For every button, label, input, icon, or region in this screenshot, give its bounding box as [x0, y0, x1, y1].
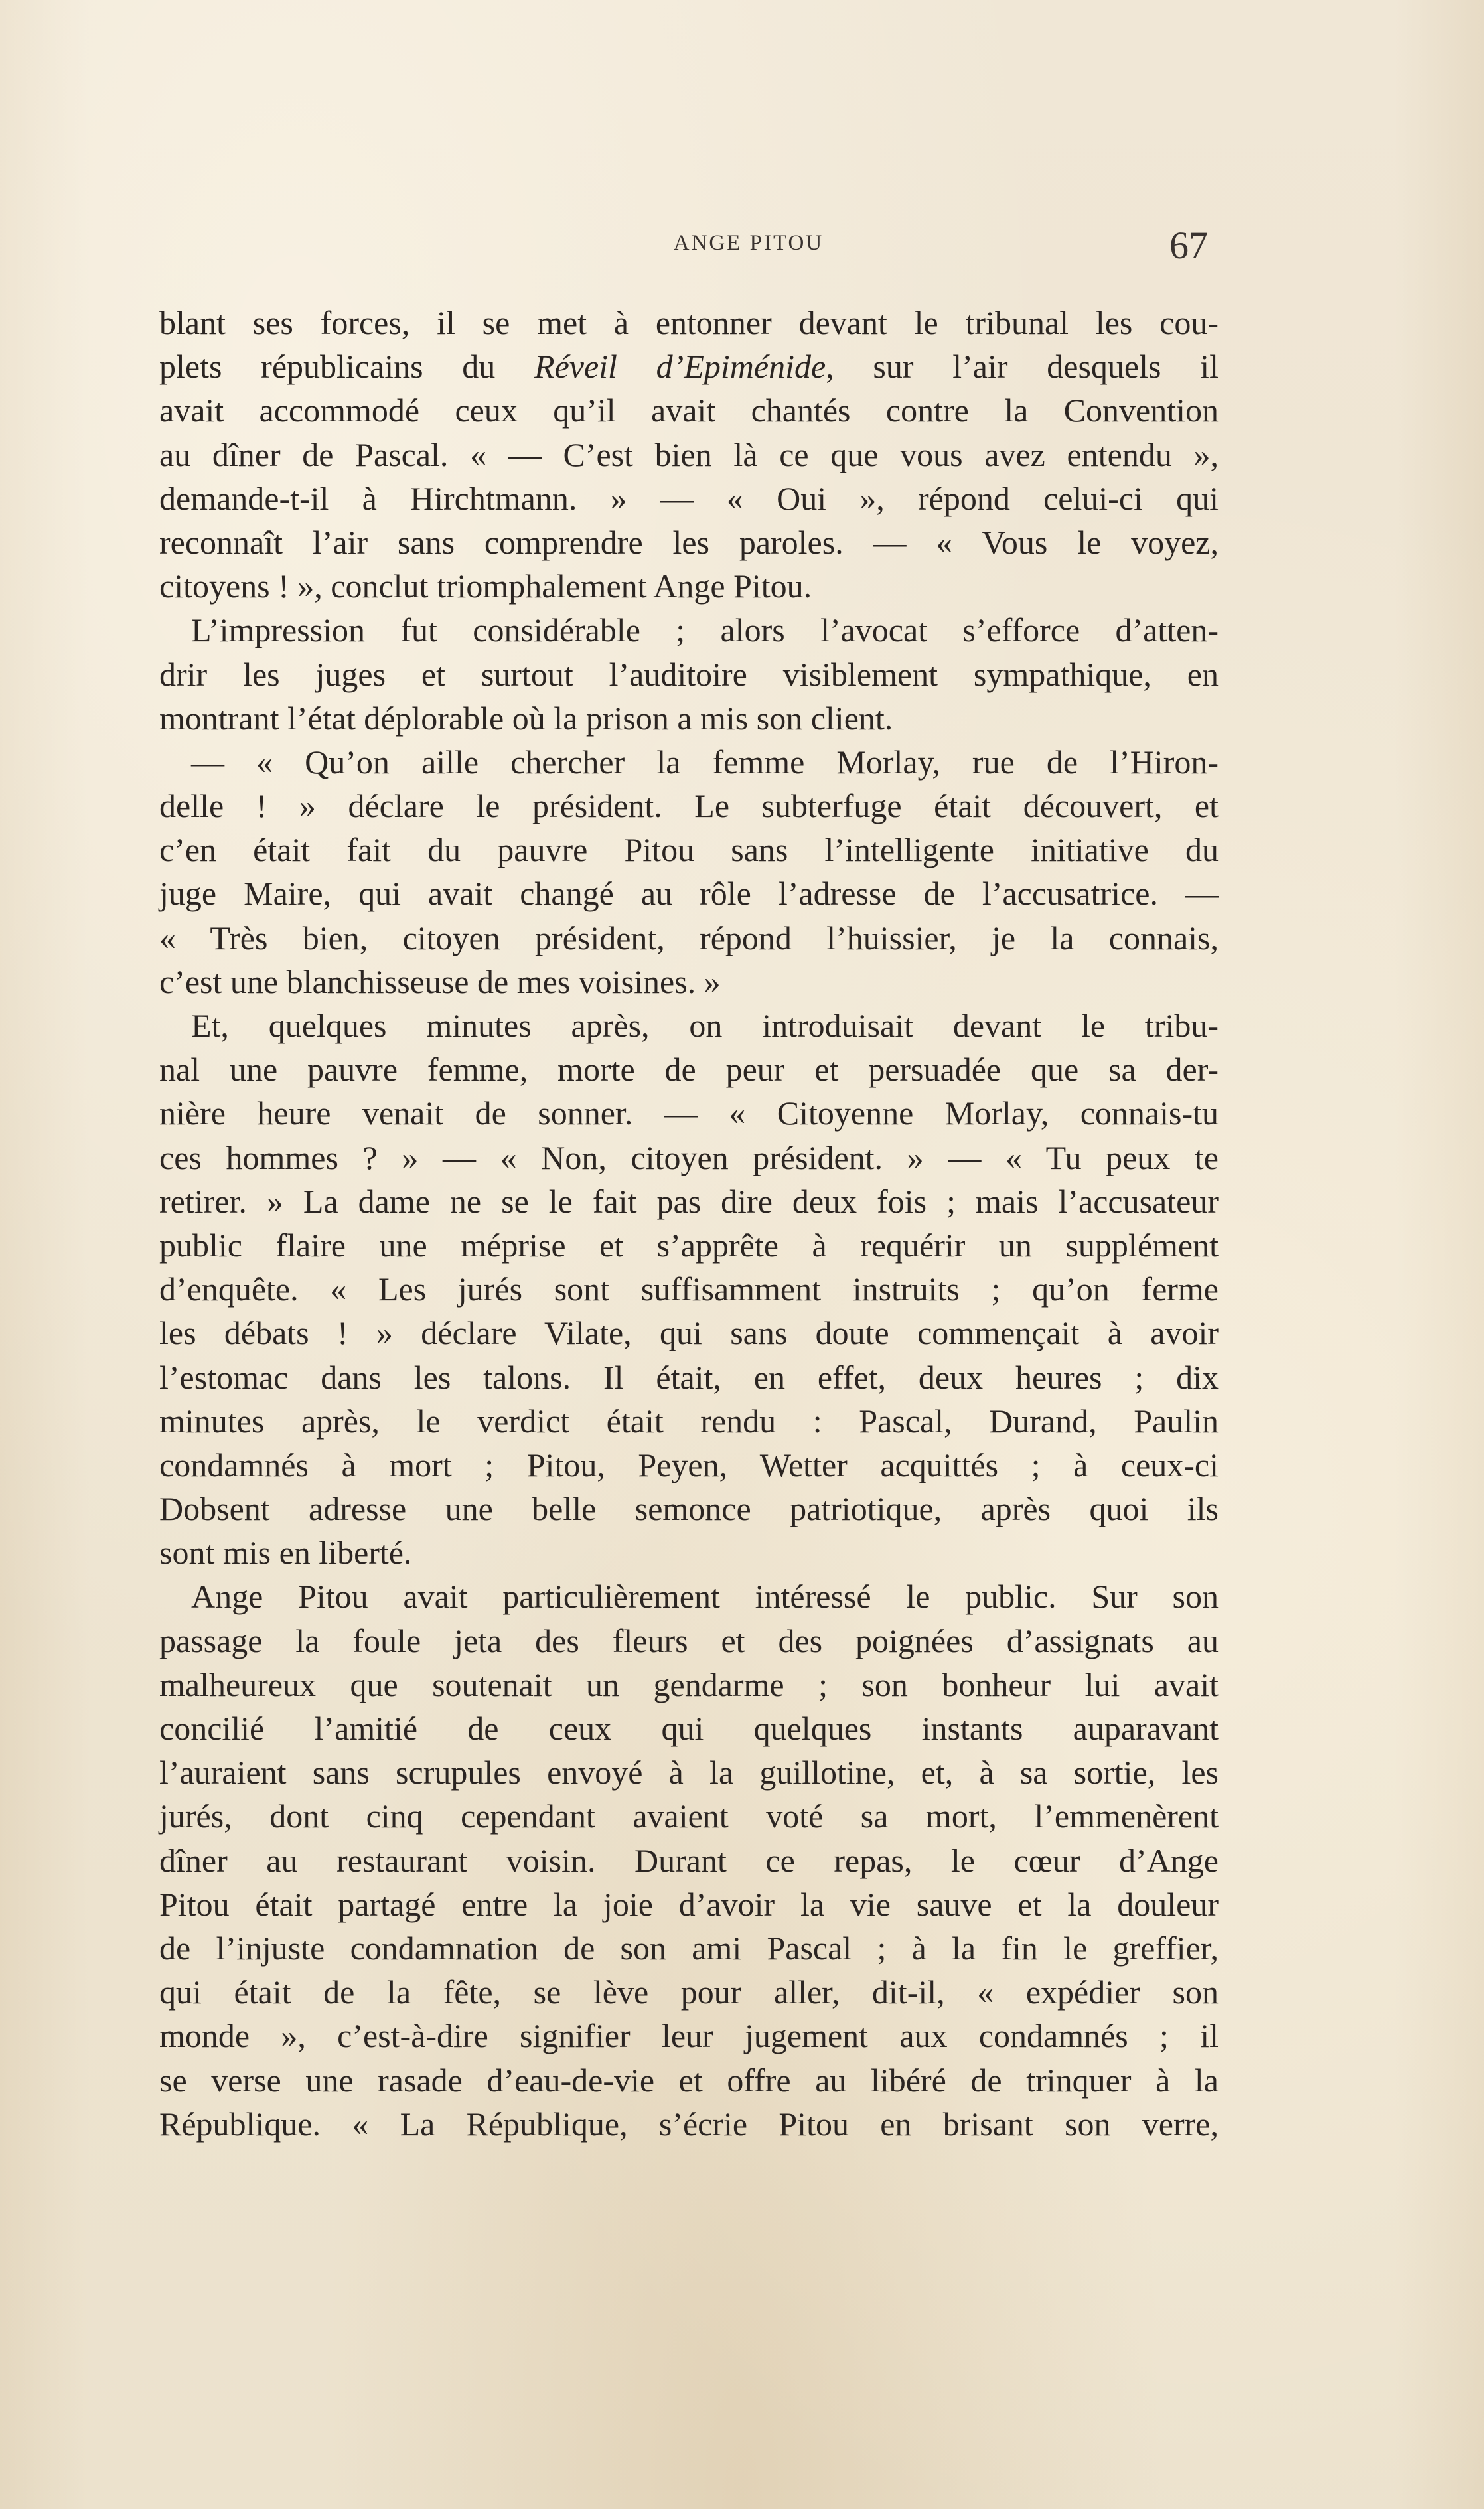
text-line: — « Qu’on aille chercher la femme Morlay, rue de l’Hiron-: [191, 743, 1219, 781]
text-line: delle ! » déclare le président. Le subterfuge était découvert, et: [159, 787, 1219, 825]
text-line: qui était de la fête, se lève pour aller, dit-il, « expédier son: [159, 1973, 1219, 2011]
text-line: « Très bien, citoyen président, répond l’huissier, je la connais,: [159, 919, 1219, 956]
text-line: l’auraient sans scrupules envoyé à la guillotine, et, à sa sortie, les: [159, 1754, 1219, 1791]
text-line: passage la foule jeta des fleurs et des poignées d’assignats au: [159, 1622, 1219, 1659]
text-line: de l’injuste condamnation de son ami Pascal ; à la fin le greffier,: [159, 1929, 1219, 1967]
text-line: montrant l’état déplorable où la prison a mis son client.: [159, 699, 893, 737]
text-line: c’est une blanchisseuse de mes voisines. »: [159, 962, 721, 1000]
text-line: c’en était fait du pauvre Pitou sans l’intelligente initiative du: [159, 831, 1219, 869]
text-line: Pitou était partagé entre la joie d’avoir la vie sauve et la douleur: [159, 1885, 1219, 1923]
text-line: reconnaît l’air sans comprendre les paroles. — « Vous le voyez,: [159, 523, 1219, 561]
text-line: [159, 344, 1219, 388]
text-segment: plets républicains du: [159, 348, 535, 386]
text-line: condamnés à mort ; Pitou, Peyen, Wetter acquittés ; à ceux-ci: [159, 1446, 1219, 1483]
text-line: Et, quelques minutes après, on introduisait devant le tribu-: [191, 1007, 1219, 1044]
text-line: drir les juges et surtout l’auditoire visiblement sympathique, en: [159, 655, 1219, 693]
text-line: L’impression fut considérable ; alors l’avocat s’efforce d’atten-: [191, 611, 1219, 649]
text-line: les débats ! » déclare Vilate, qui sans doute commençait à avoir: [159, 1314, 1219, 1352]
text-line: public flaire une méprise et s’apprête à requérir un supplément: [159, 1226, 1219, 1264]
text-line: juge Maire, qui avait changé au rôle l’adresse de l’accusatrice. —: [159, 875, 1219, 913]
text-line: citoyens ! », conclut triomphalement Ange Pitou.: [159, 568, 812, 605]
text-line: Ange Pitou avait particulièrement intéressé le public. Sur son: [191, 1578, 1219, 1616]
text-line: demande-t-il à Hirchtmann. » — « Oui », répond celui-ci qui: [159, 479, 1219, 517]
text-line: nière heure venait de sonner. — « Citoyenne Morlay, connais-tu: [159, 1095, 1219, 1132]
text-line: blant ses forces, il se met à entonner devant le tribunal les cou-: [159, 304, 1219, 341]
italic-title: Réveil d’Epiménide: [534, 348, 826, 386]
text-line: avait accommodé ceux qu’il avait chantés contre la Convention: [159, 392, 1219, 429]
running-head: [0, 224, 1484, 267]
text-line: République. « La République, s’écrie Pitou en brisant son verre,: [159, 2105, 1219, 2143]
body-text: [159, 301, 1219, 2146]
running-title: ANGE PITOU: [673, 231, 824, 255]
text-line: malheureux que soutenait un gendarme ; son bonheur lui avait: [159, 1665, 1219, 1703]
text-line: nal une pauvre femme, morte de peur et persuadée que sa der-: [159, 1051, 1219, 1089]
text-line: retirer. » La dame ne se le fait pas dire deux fois ; mais l’accusateur: [159, 1182, 1219, 1220]
text-line: l’estomac dans les talons. Il était, en effet, deux heures ; dix: [159, 1358, 1219, 1396]
text-line: au dîner de Pascal. « — C’est bien là ce que vous avez entendu »,: [159, 435, 1219, 473]
text-line: d’enquête. « Les jurés sont suffisamment instruits ; qu’on ferme: [159, 1270, 1219, 1308]
text-line: jurés, dont cinq cependant avaient voté sa mort, l’emmenèrent: [159, 1797, 1219, 1835]
text-line: se verse une rasade d’eau-de-vie et offre au libéré de trinquer à la: [159, 2061, 1219, 2099]
text-line: minutes après, le verdict était rendu : Pascal, Durand, Paulin: [159, 1402, 1219, 1440]
text-segment: , sur l’air desquels il: [826, 348, 1219, 386]
text-line: monde », c’est-à-dire signifier leur jugement aux condamnés ; il: [159, 2017, 1219, 2055]
text-line: ces hommes ? » — « Non, citoyen président. » — « Tu peux te: [159, 1138, 1219, 1176]
text-line: Dobsent adresse une belle semonce patriotique, après quoi ils: [159, 1490, 1219, 1528]
text-line: dîner au restaurant voisin. Durant ce repas, le cœur d’Ange: [159, 1841, 1219, 1879]
text-line: concilié l’amitié de ceux qui quelques instants auparavant: [159, 1710, 1219, 1747]
text-line: sont mis en liberté.: [159, 1534, 412, 1572]
page-number: 67: [1169, 224, 1208, 267]
